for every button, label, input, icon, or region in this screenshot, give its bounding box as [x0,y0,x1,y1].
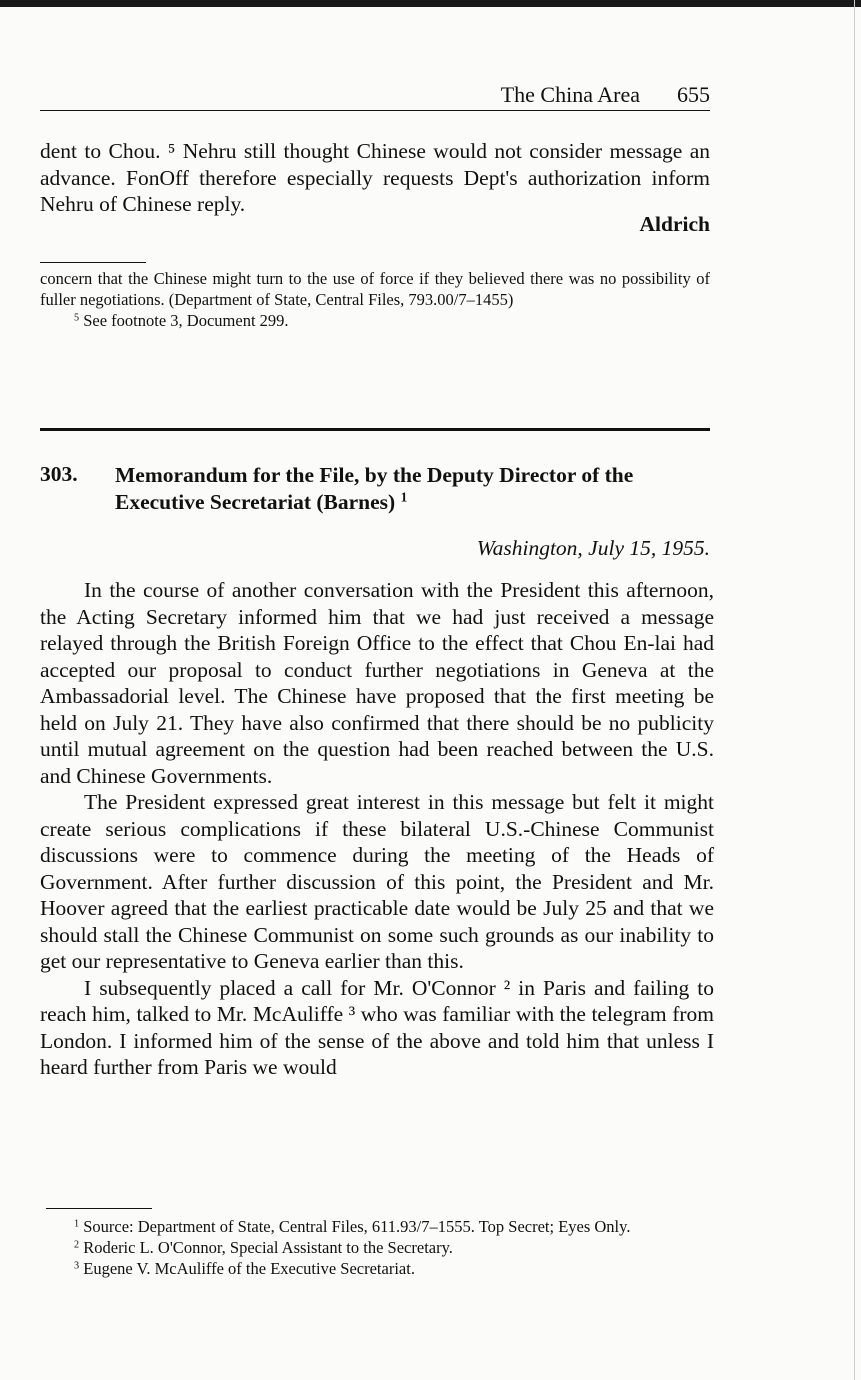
footnote-3 [40,1258,714,1279]
body-paragraph-1: In the course of another conversation with the President this afternoon, the Acting Secretary informed him that we had just received a message relayed through the British Foreign Office to the effect that Chou En-lai had accepted our proposal to conduct further negotiations in Geneva at the Ambassadorial level. The Chinese have proposed that the first meeting be held on July 21. They have also confirmed that there should be no publicity until mutual agreement on the question had been reached between the U.S. and Chinese Governments. [40,578,714,788]
signature: Aldrich [639,212,710,236]
footnote-5 [40,310,710,331]
body-paragraph-3: I subsequently placed a call for Mr. O'Connor ² in Paris and failing to reach him, talked to Mr. McAuliffe ³ who was familiar with the telegram from London. I informed him of the sense of the above and told him that unless I heard further from Paris we would [40,975,714,1079]
page-right-edge [854,0,855,1380]
document-number: 303. [40,462,78,486]
footnote-2-text: Roderic L. O'Connor, Special Assistant to the Secretary. [83,1238,453,1257]
running-head [40,80,710,111]
footnote-1-mark: 1 [74,1218,80,1230]
dateline: Washington, July 15, 1955. [476,536,710,560]
footnote-3-mark: 3 [74,1260,80,1272]
footnote-3-text: Eugene V. McAuliffe of the Executive Secretariat. [83,1259,415,1278]
body-paragraph-2: The President expressed great interest in this message but felt it might create serious complications if these bilateral U.S.-Chinese Communist discussions were to commence during the meeting of the Heads of Government. After further discussion of this point, the President and Mr. Hoover agreed that the earliest practicable date would be July 25 and that we should stall the Chinese Communist on some such grounds as our inability to get our representative to Geneva earlier than this. [40,790,714,973]
footnote-2 [40,1237,714,1258]
footnote-1-text: Source: Department of State, Central Files, 611.93/7–1555. Top Secret; Eyes Only. [83,1217,631,1236]
document-separator-rule [40,428,710,431]
footnotes-bottom [40,1216,714,1279]
running-head-title: The China Area [500,82,640,107]
footnote-2-mark: 2 [74,1239,80,1251]
footnotes-top [40,268,710,331]
document-title [115,462,715,516]
footnote-1 [40,1216,714,1237]
document-title-text: Memorandum for the File, by the Deputy Director of the Executive Secretariat (Barnes) [115,463,634,514]
page-top-edge [0,0,861,7]
footnote-rule-bottom [46,1208,152,1209]
footnote-rule-top [40,262,146,263]
footnote-5-text: See footnote 3, Document 299. [83,311,289,330]
continued-paragraph: dent to Chou. ⁵ Nehru still thought Chinese would not consider message an advance. FonOff therefore especially requests Dept's authorization inform Nehru of Chinese reply. [40,139,710,216]
document-title-note-mark: 1 [400,489,408,505]
memorandum-body [40,577,714,1081]
page-number: 655 [677,82,710,107]
footnote-continued: concern that the Chinese might turn to the use of force if they believed there was no possibility of fuller negotiations. (Department of State, Central Files, 793.00/7–1455) [40,269,710,309]
footnote-5-mark: 5 [74,312,80,324]
